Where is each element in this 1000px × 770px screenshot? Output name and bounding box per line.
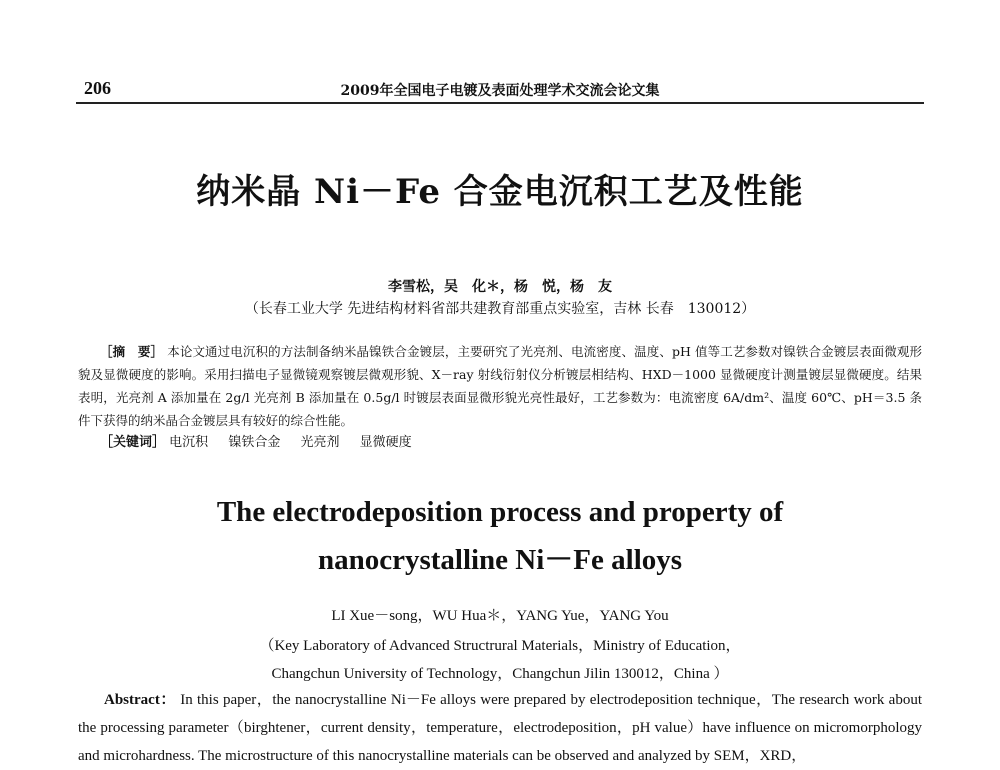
running-header	[76, 76, 924, 104]
chinese-affiliation: （长春工业大学 先进结构材料省部共建教育部重点实验室，吉林 长春 130012）	[244, 301, 756, 317]
keyword: 镍铁合金	[228, 435, 281, 450]
keyword: 显微硬度	[359, 435, 412, 450]
keywords-label: ［关键词］	[100, 435, 166, 450]
chinese-keywords	[100, 431, 428, 450]
english-title-line: nanocrystalline Ni－Fe alloys	[317, 544, 683, 576]
chinese-abstract-text: 本论文通过电沉积的方法制备纳米晶镍铁合金镀层，主要研究了光亮剂、电流密度、温度、pH 值等工艺参数对镍铁合金镀层表面微观形貌及显微硬度的影响。采用扫描电子显微镜观察镀层微观形貌、X－ray 射线衍射仪分析镀层相结构、HXD－1000 显微硬度计测量镀层显微硬度。结果表明，光亮剂 A 添加量在 2g/l 光亮剂 B 添加量在 0.5g/l 时镀层表面显微形貌光亮性最好，工艺参数为：电流密度 6A/dm²、温度 60℃、pH＝3.5 条件下获得的纳米晶合金镀层具有较好的综合性能。	[78, 344, 922, 428]
keyword: 电沉积	[169, 435, 209, 450]
english-title-line: The electrodeposition process and property of	[216, 496, 784, 528]
english-affiliation-line: （Key Laboratory of Advanced Structrural Materials，Ministry of Education，	[259, 638, 741, 654]
english-abstract	[78, 686, 922, 770]
journal-title: 2009年全国电子电镀及表面处理学术交流会论文集	[340, 83, 660, 99]
english-affiliation	[0, 632, 1000, 688]
english-abstract-text: In this paper，the nanocrystalline Ni－Fe alloys were prepared by electrodeposition technique，The research work about the processing parameter（birghtener，current density，temperature，electrodeposition，pH value）have influence on micromorphology and microhardness. The microstructure of this nanocrystalline materials can be observed and analyzed by SEM，XRD，	[78, 692, 923, 764]
chinese-title: 纳米晶 Ni－Fe 合金电沉积工艺及性能	[196, 172, 804, 212]
english-abstract-label: Abstract：	[104, 692, 176, 708]
keyword: 光亮剂	[300, 435, 340, 450]
english-affiliation-line: Changchun University of Technology，Changchun Jilin 130012，China ）	[271, 666, 729, 682]
page-number: 206	[84, 78, 111, 98]
chinese-abstract-label: ［摘 要］	[100, 344, 164, 359]
english-title	[0, 488, 1000, 584]
chinese-abstract	[78, 340, 922, 432]
english-authors: LI Xue－song，WU Hua＊，YANG Yue，YANG You	[331, 608, 669, 624]
chinese-authors: 李雪松，吴 化＊，杨 悦，杨 友	[388, 279, 612, 295]
